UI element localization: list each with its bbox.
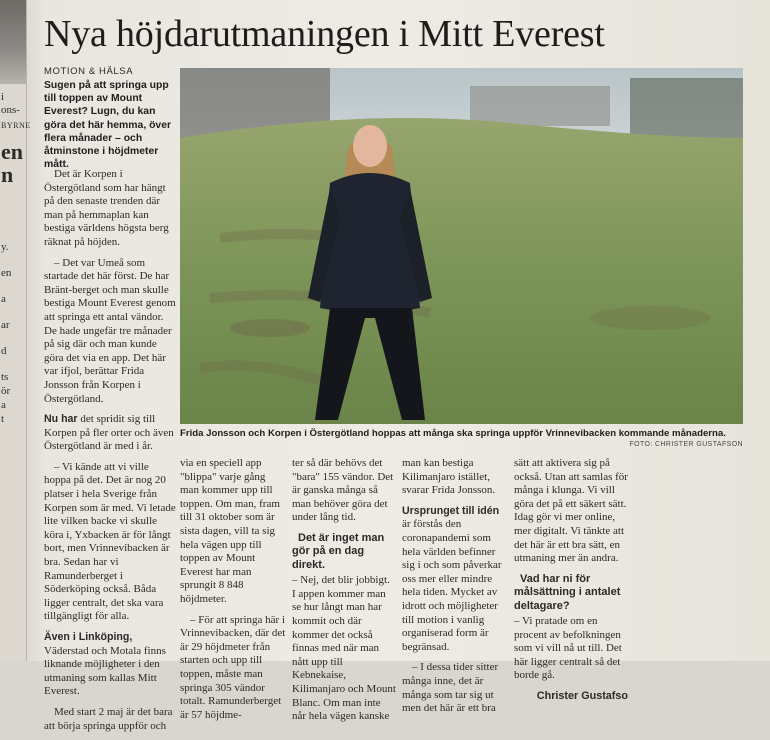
col4-paragraph-2: [402, 505, 508, 655]
col3-paragraph-1: ter så där behövs det "bara" 155 vändor. Det är ganska många så man behöver göra det under lång tid.: [292, 457, 394, 524]
fragment-7: en: [1, 267, 12, 279]
col2-paragraph-1: via en speciell app "blippa" varje gång man kommer upp till toppen. Om man, fram till 31 oktober som är sista dagen, vill ta sig hela vägen upp till toppen av Mount Everest har man sprungit 8 848 höjdmeter.: [180, 457, 280, 605]
photo-credit: FOTO: CHRISTER GUSTAFSON: [629, 441, 743, 448]
fragment-5: n: [1, 162, 14, 187]
article-photo: [180, 68, 743, 424]
col1-lead-in-2: Även i Linköping,: [44, 631, 133, 643]
col5-paragraph-2: – Vi pratade om en procent av befolkningen som vi vill nå ut till. Det här ligger centralt så det borde gå.: [514, 614, 622, 682]
col1-paragraph-3-text: det spridit sig till Korpen på fler orter och även Östergötland är med i år.: [44, 413, 174, 453]
col1-paragraph-3: [44, 413, 176, 454]
col3-question-heading: Det är inget man gör på en dag direkt.: [292, 531, 385, 571]
col4-lead-in: Ursprunget till idén: [402, 504, 500, 517]
adjacent-article-strip: [0, 0, 31, 661]
col2-paragraph-2: – För att springa här i Vrinnevibacken, där det är 29 höjdmeter från starten och upp till toppen, måste man springa 305 vändor totalt. Ramunderberget är 57 höjdme-: [180, 613, 286, 721]
fragment-6: y.: [1, 241, 9, 253]
article-column-4: [402, 457, 508, 723]
adjacent-photo-fragment: [0, 0, 26, 84]
col1-paragraph-5-text: Väderstad och Motala finns liknande möjligheter i den utmaning som kallas Mitt Everest.: [44, 644, 166, 698]
fragment-12: ör: [1, 385, 11, 397]
col5-paragraph-1: sätt att aktivera sig på också. Utan att samlas för många i klunga. Vi vill göra det på ett säkert sätt. Idag gör vi mer online, mer digitalt. Vi tänkte att det här är ett bra sätt, en utmaning mer än andra.: [514, 457, 628, 565]
col5-question-heading: Vad har ni för målsättning i antalet deltagare?: [514, 572, 621, 612]
col3-paragraph-2: – Nej, det blir jobbigt. I appen kommer man se hur långt man har kommit och där kommer det också finnas med när man nått upp till Kebnekaise, Kilimanjaro och Mount Blanc. Om man inte når hela vägen kanske: [292, 574, 396, 723]
article-byline: Christer Gustafso: [536, 689, 628, 702]
article-column-3: [292, 457, 396, 731]
col1-paragraph-2: – Det var Umeå som startade det här först. De har Bränt-berget och man skulle bestiga Mount Everest genom att springa ett antal vändor. De hade ungefär tre månader på sig där och man kunde göra det via en app. Det här var ifjol, berättar Frida Jonsson från Korpen i Östergötland.: [44, 256, 176, 405]
article-headline: Nya höjdarutmaningen i Mitt Everest: [44, 13, 605, 55]
fragment-1: i: [1, 91, 5, 103]
photo-illustration: [180, 68, 743, 424]
article-lead: Sugen på att springa upp till toppen av Mount Everest? Lugn, du kan göra det här hemma, över flera månader – och åtminstone i höjdmeter mått.: [44, 80, 172, 171]
tree-line-right: [630, 78, 743, 138]
fragment-4: en: [1, 139, 23, 164]
fragment-10: d: [1, 345, 7, 357]
fragment-13: a: [1, 399, 6, 411]
col1-paragraph-5: [44, 631, 176, 699]
section-kicker: MOTION & HÄLSA: [44, 66, 134, 77]
photo-caption: Frida Jonsson och Korpen i Östergötland hoppas att många ska springa uppför Vrinnevibacken kommande månaderna.: [180, 428, 726, 439]
col4-paragraph-3: – I dessa tider sitter många inne, det är många som tar sig ut men det här är ett bra: [402, 661, 499, 715]
fragment-2: ons-: [1, 104, 20, 116]
article-column-2: [180, 457, 286, 729]
col4-paragraph-2-text: är förstås den coronapandemi som hela världen befinner sig i och som påverkar oss mer eller mindre hela tiden. Mycket av idrott och möjligheter till motion i vanlig organiserad form är begränsad.: [402, 518, 502, 653]
distant-trees: [470, 86, 610, 126]
fragment-3: BYRNE: [1, 121, 31, 130]
fragment-11: ts: [1, 371, 9, 383]
col1-paragraph-4: – Vi kände att vi ville hoppa på det. Det är nog 20 platser i hela Sverige från Korpen som är med. Vi letade lite vilken backe vi skulle köra i, Yxbacken är för långt bort, men Vrinnevibacken är bra. Sedan har vi Ramunderberget i Söderköping också. Båda ligger centralt, det ska vara tillgängligt för alla.: [44, 460, 176, 623]
grass-hill: [180, 118, 743, 424]
col4-paragraph-1: man kan bestiga Kilimanjaro istället, svarar Frida Jonsson.: [402, 457, 496, 497]
col1-lead-in-1: Nu har: [44, 413, 78, 426]
col1-paragraph-1: Det är Korpen i Östergötland som har hängt på den senaste trenden där man på hemmaplan kan bestiga världens högsta berg räknat på höjden.: [44, 168, 169, 248]
fragment-14: t: [1, 413, 5, 425]
fragment-8: a: [1, 293, 6, 305]
col1-paragraph-6: Med start 2 maj är det bara att börja springa uppför och: [44, 705, 173, 732]
article-column-5: [514, 457, 628, 704]
fragment-9: ar: [1, 319, 10, 331]
article-column-1: [44, 168, 176, 740]
